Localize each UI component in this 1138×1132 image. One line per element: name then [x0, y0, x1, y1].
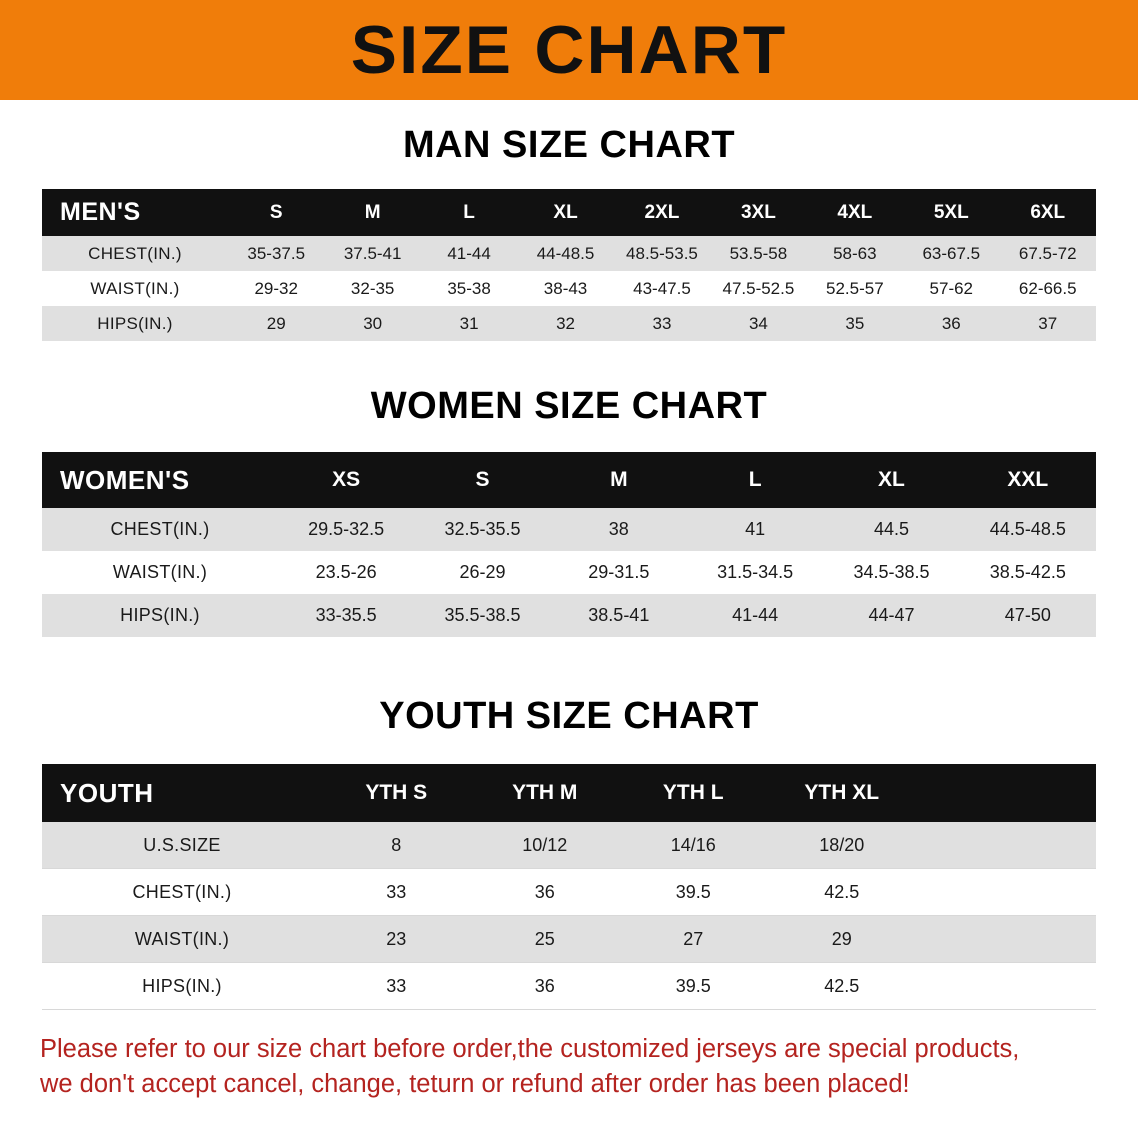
table-cell: 18/20: [768, 822, 917, 869]
women-col-header: S: [414, 452, 550, 508]
men-col-header: XL: [517, 189, 613, 236]
table-cell: 37.5-41: [324, 236, 420, 271]
table-cell: 41-44: [687, 594, 823, 637]
youth-col-header: YTH M: [471, 764, 620, 822]
table-cell: 67.5-72: [1000, 236, 1097, 271]
women-table-corner: WOMEN'S: [42, 452, 278, 508]
youth-table-corner: YOUTH: [42, 764, 322, 822]
women-col-header: XS: [278, 452, 414, 508]
men-col-header: M: [324, 189, 420, 236]
youth-row-label: U.S.SIZE: [42, 822, 322, 869]
table-cell: 33-35.5: [278, 594, 414, 637]
table-cell: 36: [471, 869, 620, 916]
men-col-header: L: [421, 189, 517, 236]
table-cell: 41-44: [421, 236, 517, 271]
women-table-head: [42, 452, 1096, 508]
table-header-row: [42, 452, 1096, 508]
table-cell: 47.5-52.5: [710, 271, 806, 306]
youth-col-header: YTH L: [619, 764, 768, 822]
table-row: [42, 916, 1096, 963]
table-row: [42, 551, 1096, 594]
table-cell: 36: [471, 963, 620, 1010]
men-row-label: CHEST(IN.): [42, 236, 228, 271]
table-cell-empty: [916, 822, 1096, 869]
men-col-header: 5XL: [903, 189, 999, 236]
table-cell: 29-32: [228, 271, 324, 306]
men-table-head: [42, 189, 1096, 236]
table-cell: 29: [228, 306, 324, 341]
table-row: [42, 869, 1096, 916]
table-row: [42, 822, 1096, 869]
table-cell: 34.5-38.5: [823, 551, 959, 594]
table-cell: 14/16: [619, 822, 768, 869]
table-cell: 44-48.5: [517, 236, 613, 271]
women-table-wrapper: [42, 452, 1096, 637]
table-cell: 34: [710, 306, 806, 341]
men-col-header: S: [228, 189, 324, 236]
policy-note-line-1: Please refer to our size chart before order,the customized jerseys are special products,: [40, 1035, 1020, 1063]
table-cell: 35: [807, 306, 903, 341]
women-size-table: [42, 452, 1096, 637]
table-cell: 32: [517, 306, 613, 341]
men-table-body: [42, 236, 1096, 341]
youth-row-label: HIPS(IN.): [42, 963, 322, 1010]
table-cell: 57-62: [903, 271, 999, 306]
table-row: [42, 271, 1096, 306]
policy-note-line-2: we don't accept cancel, change, teturn or refund after order has been placed!: [40, 1070, 910, 1099]
table-cell: 42.5: [768, 963, 917, 1010]
men-size-table: [42, 189, 1096, 341]
table-cell: 63-67.5: [903, 236, 999, 271]
table-cell: 35-37.5: [228, 236, 324, 271]
table-cell: 26-29: [414, 551, 550, 594]
women-col-header: XXL: [960, 452, 1096, 508]
men-table-corner: MEN'S: [42, 189, 228, 236]
table-cell: 47-50: [960, 594, 1096, 637]
table-cell: 32.5-35.5: [414, 508, 550, 551]
women-section-title: WOMEN SIZE CHART: [370, 385, 768, 427]
youth-col-header-empty: [916, 764, 1096, 822]
youth-col-header: YTH XL: [768, 764, 917, 822]
table-cell-empty: [916, 869, 1096, 916]
women-col-header: M: [551, 452, 687, 508]
table-header-row: [42, 189, 1096, 236]
women-row-label: WAIST(IN.): [42, 551, 278, 594]
men-row-label: WAIST(IN.): [42, 271, 228, 306]
table-row: [42, 594, 1096, 637]
table-cell: 32-35: [324, 271, 420, 306]
table-cell: 38-43: [517, 271, 613, 306]
women-row-label: HIPS(IN.): [42, 594, 278, 637]
table-cell: 33: [614, 306, 710, 341]
table-cell: 52.5-57: [807, 271, 903, 306]
table-row: [42, 508, 1096, 551]
banner: [0, 0, 1138, 100]
table-cell: 48.5-53.5: [614, 236, 710, 271]
table-cell: 8: [322, 822, 471, 869]
table-cell: 53.5-58: [710, 236, 806, 271]
man-table-wrapper: [42, 189, 1096, 341]
table-cell: 62-66.5: [1000, 271, 1097, 306]
youth-row-label: WAIST(IN.): [42, 916, 322, 963]
table-cell: 44-47: [823, 594, 959, 637]
table-cell: 29-31.5: [551, 551, 687, 594]
table-cell: 31.5-34.5: [687, 551, 823, 594]
table-cell: 35-38: [421, 271, 517, 306]
table-cell: 33: [322, 869, 471, 916]
table-cell: 44.5: [823, 508, 959, 551]
table-cell: 37: [1000, 306, 1097, 341]
table-cell: 43-47.5: [614, 271, 710, 306]
table-cell: 42.5: [768, 869, 917, 916]
youth-col-header: YTH S: [322, 764, 471, 822]
table-cell: 35.5-38.5: [414, 594, 550, 637]
table-cell: 29.5-32.5: [278, 508, 414, 551]
table-cell: 41: [687, 508, 823, 551]
youth-table-head: [42, 764, 1096, 822]
table-row: [42, 963, 1096, 1010]
table-cell: 25: [471, 916, 620, 963]
table-cell-empty: [916, 916, 1096, 963]
women-col-header: XL: [823, 452, 959, 508]
youth-table-wrapper: [42, 764, 1096, 1010]
table-header-row: [42, 764, 1096, 822]
men-col-header: 4XL: [807, 189, 903, 236]
policy-note: [40, 1032, 1098, 1102]
table-cell: 23.5-26: [278, 551, 414, 594]
table-cell: 33: [322, 963, 471, 1010]
table-cell: 44.5-48.5: [960, 508, 1096, 551]
table-cell: 36: [903, 306, 999, 341]
table-cell: 10/12: [471, 822, 620, 869]
youth-section-title: YOUTH SIZE CHART: [379, 695, 759, 737]
youth-size-table: [42, 764, 1096, 1010]
table-cell: 38.5-41: [551, 594, 687, 637]
youth-table-body: [42, 822, 1096, 1010]
table-cell: 39.5: [619, 869, 768, 916]
table-cell: 38.5-42.5: [960, 551, 1096, 594]
banner-title: SIZE CHART: [350, 12, 788, 88]
women-col-header: L: [687, 452, 823, 508]
table-cell: 23: [322, 916, 471, 963]
table-cell: 29: [768, 916, 917, 963]
table-cell: 30: [324, 306, 420, 341]
table-cell-empty: [916, 963, 1096, 1010]
men-row-label: HIPS(IN.): [42, 306, 228, 341]
women-table-body: [42, 508, 1096, 637]
table-cell: 31: [421, 306, 517, 341]
table-row: [42, 306, 1096, 341]
men-col-header: 6XL: [1000, 189, 1097, 236]
women-row-label: CHEST(IN.): [42, 508, 278, 551]
men-col-header: 2XL: [614, 189, 710, 236]
table-cell: 27: [619, 916, 768, 963]
table-row: [42, 236, 1096, 271]
youth-row-label: CHEST(IN.): [42, 869, 322, 916]
table-cell: 38: [551, 508, 687, 551]
table-cell: 58-63: [807, 236, 903, 271]
table-cell: 39.5: [619, 963, 768, 1010]
man-section-title: MAN SIZE CHART: [402, 124, 736, 166]
men-col-header: 3XL: [710, 189, 806, 236]
